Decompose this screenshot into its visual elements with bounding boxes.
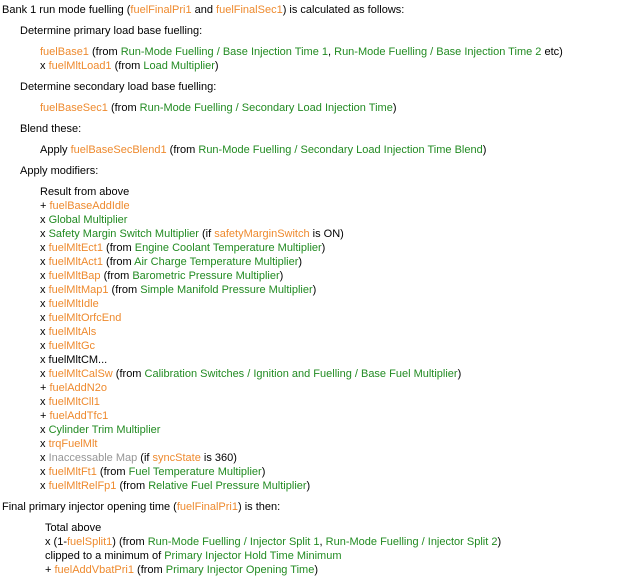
map-ref: Simple Manifold Pressure Multiplier xyxy=(140,284,313,296)
plain-text: (from xyxy=(133,564,166,576)
plain-text: Determine primary load base fuelling: xyxy=(20,25,203,37)
plain-text: x xyxy=(40,466,49,478)
text-line xyxy=(40,255,633,269)
text-line xyxy=(40,227,633,241)
plain-text: (from xyxy=(116,480,149,492)
map-ref: Run-Mode Fuelling / Secondary Load Injection Time Blend xyxy=(198,144,483,156)
plain-text: Apply xyxy=(40,144,71,156)
map-ref: Air Charge Temperature Multiplier xyxy=(134,256,299,268)
plain-text: x (1- xyxy=(45,536,67,548)
plain-text: + xyxy=(45,564,55,576)
plain-text: x xyxy=(40,242,49,254)
text-line xyxy=(40,45,633,59)
variable-ref: fuelBaseAddIdle xyxy=(49,200,130,212)
plain-text: x xyxy=(40,424,49,436)
plain-text: (if xyxy=(137,452,153,464)
text-line xyxy=(40,241,633,255)
plain-text: etc) xyxy=(541,46,563,58)
text-line xyxy=(20,80,633,94)
plain-text: x xyxy=(40,396,49,408)
text-line xyxy=(40,325,633,339)
plain-text: Bank 1 run mode fuelling ( xyxy=(2,4,131,16)
plain-text: , xyxy=(319,536,326,548)
variable-ref: fuelAddN2o xyxy=(49,382,107,394)
map-ref: Engine Coolant Temperature Multiplier xyxy=(134,242,322,254)
plain-text: (from xyxy=(88,46,121,58)
text-line xyxy=(40,465,633,479)
plain-text: x xyxy=(40,326,49,338)
plain-text: x xyxy=(40,480,49,492)
variable-ref: fuelMltMap1 xyxy=(48,284,109,296)
map-ref: Relative Fuel Pressure Multiplier xyxy=(148,480,307,492)
variable-ref: fuelMltCll1 xyxy=(48,396,100,408)
map-ref: Global Multiplier xyxy=(48,214,128,226)
plain-text: ) xyxy=(457,368,462,380)
text-line xyxy=(40,199,633,213)
plain-text: x xyxy=(40,270,49,282)
plain-text: (from xyxy=(102,242,135,254)
plain-text: ) xyxy=(314,564,318,576)
plain-text: x xyxy=(40,452,49,464)
variable-ref: fuelAddTfc1 xyxy=(49,410,109,422)
map-ref: Load Multiplier xyxy=(143,60,215,72)
paragraph xyxy=(20,24,633,38)
variable-ref: fuelMltIdle xyxy=(48,298,99,310)
text-line xyxy=(40,409,633,423)
plain-text: ) xyxy=(298,256,303,268)
plain-text: ) xyxy=(312,284,317,296)
plain-text: Final primary injector opening time ( xyxy=(2,501,177,513)
variable-ref: fuelFinalPri1 xyxy=(130,4,192,16)
plain-text: Total above xyxy=(45,522,102,534)
text-line xyxy=(20,24,633,38)
plain-text: ) is calculated as follows: xyxy=(282,4,405,16)
map-ref: Run-Mode Fuelling / Base Injection Time 2 xyxy=(334,46,542,58)
plain-text: Determine secondary load base fuelling: xyxy=(20,81,217,93)
plain-text: x fuelMltCM... xyxy=(40,354,108,366)
plain-text: ) xyxy=(497,536,502,548)
text-line xyxy=(40,381,633,395)
plain-text: , xyxy=(328,46,335,58)
text-line xyxy=(40,311,633,325)
plain-text: is 360) xyxy=(200,452,237,464)
plain-text: (from xyxy=(111,60,144,72)
map-ref: Safety Margin Switch Multiplier xyxy=(48,228,199,240)
variable-ref: fuelMltLoad1 xyxy=(48,60,112,72)
text-line xyxy=(40,339,633,353)
plain-text: (from xyxy=(107,102,140,114)
text-line xyxy=(45,521,633,535)
variable-ref: fuelMltAls xyxy=(48,326,97,338)
plain-text: x xyxy=(40,228,49,240)
variable-ref: fuelMltEct1 xyxy=(48,242,103,254)
variable-ref: syncState xyxy=(152,452,201,464)
text-line xyxy=(2,500,633,514)
plain-text: x xyxy=(40,298,49,310)
variable-ref: fuelMltBap xyxy=(48,270,101,282)
plain-text: ) xyxy=(482,144,487,156)
variable-ref: fuelMltCalSw xyxy=(48,368,113,380)
plain-text: and xyxy=(191,4,217,16)
plain-text: x xyxy=(40,438,49,450)
plain-text: Result from above xyxy=(40,186,130,198)
paragraph xyxy=(20,122,633,136)
map-ref: Primary Injector Hold Time Minimum xyxy=(164,550,342,562)
variable-ref: fuelBase1 xyxy=(40,46,89,58)
text-line xyxy=(40,269,633,283)
plain-text: x xyxy=(40,340,49,352)
plain-text: (from xyxy=(166,144,199,156)
plain-text: ) xyxy=(214,60,219,72)
text-line xyxy=(40,283,633,297)
plain-text: (if xyxy=(198,228,215,240)
text-line xyxy=(40,479,633,493)
map-ref: Run-Mode Fuelling / Base Injection Time 1 xyxy=(120,46,328,58)
variable-ref: safetyMarginSwitch xyxy=(214,228,310,240)
variable-ref: fuelAddVbatPri1 xyxy=(54,564,134,576)
plain-text: Blend these: xyxy=(20,123,82,135)
map-ref: Run-Mode Fuelling / Injector Split 1 xyxy=(147,536,320,548)
text-line xyxy=(40,185,633,199)
plain-text: ) xyxy=(392,102,397,114)
plain-text: (from xyxy=(96,466,129,478)
text-line xyxy=(40,297,633,311)
plain-text: Apply modifiers: xyxy=(20,165,99,177)
variable-ref: fuelMltFt1 xyxy=(48,466,97,478)
text-line xyxy=(45,535,633,549)
plain-text: x xyxy=(40,60,49,72)
plain-text: + xyxy=(40,200,50,212)
variable-ref: fuelMltGc xyxy=(48,340,96,352)
plain-text: (from xyxy=(102,256,135,268)
plain-text: (from xyxy=(100,270,133,282)
text-line xyxy=(40,367,633,381)
variable-ref: fuelBaseSec1 xyxy=(40,102,108,114)
paragraph xyxy=(40,45,633,73)
variable-ref: fuelFinalSec1 xyxy=(216,4,283,16)
text-line xyxy=(40,143,633,157)
map-ref: Cylinder Trim Multiplier xyxy=(48,424,161,436)
variable-ref: fuelFinalPri1 xyxy=(176,501,238,513)
plain-text: ) (from xyxy=(112,536,148,548)
plain-text: is ON) xyxy=(309,228,344,240)
plain-text: ) xyxy=(306,480,311,492)
text-line xyxy=(40,437,633,451)
paragraph xyxy=(40,143,633,157)
variable-ref: trqFuelMlt xyxy=(48,438,98,450)
text-line xyxy=(40,213,633,227)
map-ref: Run-Mode Fuelling / Secondary Load Injection Time xyxy=(139,102,393,114)
map-ref: Primary Injector Opening Time xyxy=(165,564,315,576)
paragraph xyxy=(2,500,633,514)
plain-text: x xyxy=(40,256,49,268)
map-ref: Run-Mode Fuelling / Injector Split 2 xyxy=(325,536,498,548)
text-line xyxy=(40,59,633,73)
text-line xyxy=(45,549,633,563)
map-ref: Calibration Switches / Ignition and Fuelling / Base Fuel Multiplier xyxy=(144,368,458,380)
text-line xyxy=(40,451,633,465)
text-line xyxy=(2,3,633,17)
plain-text: ) is then: xyxy=(238,501,281,513)
variable-ref: fuelBaseSecBlend1 xyxy=(70,144,167,156)
plain-text: + xyxy=(40,382,50,394)
paragraph xyxy=(45,521,633,577)
plain-text: (from xyxy=(112,368,145,380)
text-line xyxy=(20,122,633,136)
plain-text: x xyxy=(40,312,49,324)
plain-text: ) xyxy=(321,242,326,254)
text-line xyxy=(45,563,633,577)
plain-text: x xyxy=(40,284,49,296)
text-line xyxy=(40,101,633,115)
plain-text: x xyxy=(40,368,49,380)
plain-text: clipped to a minimum of xyxy=(45,550,165,562)
plain-text: ) xyxy=(261,466,266,478)
map-ref: Barometric Pressure Multiplier xyxy=(132,270,280,282)
paragraph xyxy=(40,101,633,115)
paragraph xyxy=(20,80,633,94)
variable-ref: fuelMltAct1 xyxy=(48,256,103,268)
paragraph xyxy=(2,3,633,17)
paragraph xyxy=(40,185,633,493)
plain-text: ) xyxy=(279,270,284,282)
plain-text: (from xyxy=(108,284,141,296)
text-line xyxy=(20,164,633,178)
paragraph xyxy=(20,164,633,178)
text-line xyxy=(40,423,633,437)
variable-ref: fuelMltOrfcEnd xyxy=(48,312,122,324)
disabled-ref: Inaccessable Map xyxy=(48,452,138,464)
text-line xyxy=(40,395,633,409)
map-ref: Fuel Temperature Multiplier xyxy=(128,466,262,478)
plain-text: + xyxy=(40,410,50,422)
plain-text: x xyxy=(40,214,49,226)
text-line xyxy=(40,353,633,367)
variable-ref: fuelSplit1 xyxy=(67,536,113,548)
variable-ref: fuelMltRelFp1 xyxy=(48,480,117,492)
